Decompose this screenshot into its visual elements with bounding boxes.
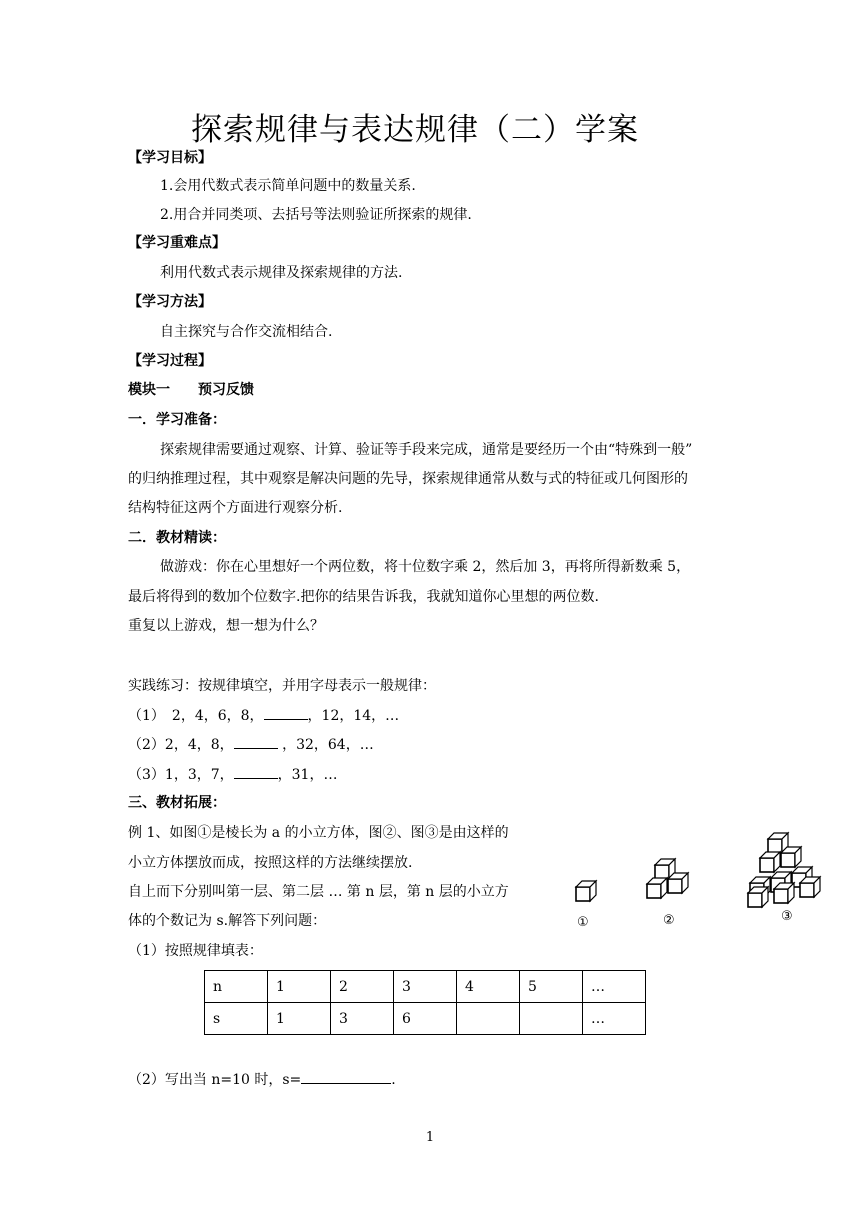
pattern-table: [204, 970, 646, 1035]
table-cell: …: [583, 1003, 646, 1035]
fill-blank[interactable]: [264, 705, 308, 720]
figure-1-cube: [576, 881, 596, 901]
cube-figures: [560, 825, 830, 930]
figure-label-2: ②: [663, 913, 675, 928]
table-cell: s: [205, 1003, 268, 1035]
section1-heading: 一．学习准备：: [128, 412, 226, 428]
practice-prefix: （1） 2，4，6，8，: [128, 708, 264, 724]
module-title: 模块一 预习反馈: [128, 382, 254, 398]
table-cell: 5: [520, 971, 583, 1003]
section1-line: 探索规律需要通过观察、计算、验证等手段来完成，通常是要经历一个由“特殊到一般”: [160, 442, 693, 458]
section3-line: 自上而下分别叫第一层、第二层 … 第 n 层，第 n 层的小立方: [128, 884, 509, 900]
practice-suffix: ，31，…: [277, 767, 338, 783]
table-cell: 1: [268, 1003, 331, 1035]
table-row: [205, 1003, 646, 1035]
section2-line: 重复以上游戏，想一想为什么？: [128, 618, 324, 634]
methods-heading: 【学习方法】: [128, 294, 212, 310]
figure-3-cubes: [748, 833, 820, 907]
table-cell: 3: [394, 971, 457, 1003]
objectives-heading: 【学习目标】: [128, 150, 212, 166]
key-points-heading: 【学习重难点】: [128, 235, 226, 251]
section1-line: 结构特征这两个方面进行观察分析.: [128, 500, 343, 516]
section2-line: 做游戏：你在心里想好一个两位数，将十位数字乘 2，然后加 3，再将所得新数乘 5，: [160, 559, 691, 575]
table-cell: 6: [394, 1003, 457, 1035]
section2-heading: 二．教材精读：: [128, 530, 226, 546]
table-cell: 2: [331, 971, 394, 1003]
figure-label-3: ③: [781, 909, 793, 924]
table-question: （1）按照规律填表：: [128, 943, 263, 959]
fill-blank[interactable]: [234, 734, 278, 749]
objective-item: 2.用合并同类项、去括号等法则验证所探索的规律.: [160, 207, 472, 223]
practice-suffix: ，32，64，…: [277, 737, 374, 753]
section3-line: 体的个数记为 s.解答下列问题：: [128, 913, 327, 929]
section2-line: 最后将得到的数加个位数字.把你的结果告诉我，我就知道你心里想的两位数.: [128, 589, 599, 605]
methods-text: 自主探究与合作交流相结合.: [160, 324, 333, 340]
figure-label-1: ①: [577, 915, 589, 930]
section3-line: 例 1、如图①是棱长为 a 的小立方体，图②、图③是由这样的: [128, 825, 509, 841]
figure-2-cubes: [647, 859, 688, 898]
process-heading: 【学习过程】: [128, 353, 212, 369]
fill-blank[interactable]: [301, 1069, 391, 1084]
practice-prefix: （3）1，3，7，: [128, 767, 234, 783]
page-title: 探索规律与表达规律（二）学案: [191, 112, 639, 148]
practice-intro: 实践练习：按规律填空，并用字母表示一般规律：: [128, 678, 436, 694]
table-cell-blank[interactable]: [457, 1003, 520, 1035]
question-2: [128, 1069, 396, 1090]
section1-line: 的归纳推理过程，其中观察是解决问题的先导，探索规律通常从数与式的特征或几何图形的: [128, 471, 688, 487]
table-cell: …: [583, 971, 646, 1003]
table-cell-blank[interactable]: [520, 1003, 583, 1035]
key-points-text: 利用代数式表示规律及探索规律的方法.: [160, 265, 403, 281]
table-cell: 1: [268, 971, 331, 1003]
practice-prefix: （2）2，4，8，: [128, 737, 234, 753]
section3-heading: 三、教材拓展：: [128, 795, 226, 811]
practice-item-1: [128, 705, 399, 726]
practice-suffix: ，12，14，…: [307, 708, 400, 724]
table-cell: n: [205, 971, 268, 1003]
section3-line: 小立方体摆放而成，按照这样的方法继续摆放.: [128, 855, 413, 871]
table-row: [205, 971, 646, 1003]
q2-suffix: .: [391, 1072, 396, 1088]
q2-prefix: （2）写出当 n=10 时，s=: [128, 1072, 302, 1088]
table-cell: 3: [331, 1003, 394, 1035]
practice-item-3: [128, 764, 337, 785]
fill-blank[interactable]: [234, 764, 278, 779]
page-number: 1: [425, 1130, 435, 1145]
practice-item-2: [128, 734, 374, 755]
table-cell: 4: [457, 971, 520, 1003]
objective-item: 1.会用代数式表示简单问题中的数量关系.: [160, 178, 416, 194]
